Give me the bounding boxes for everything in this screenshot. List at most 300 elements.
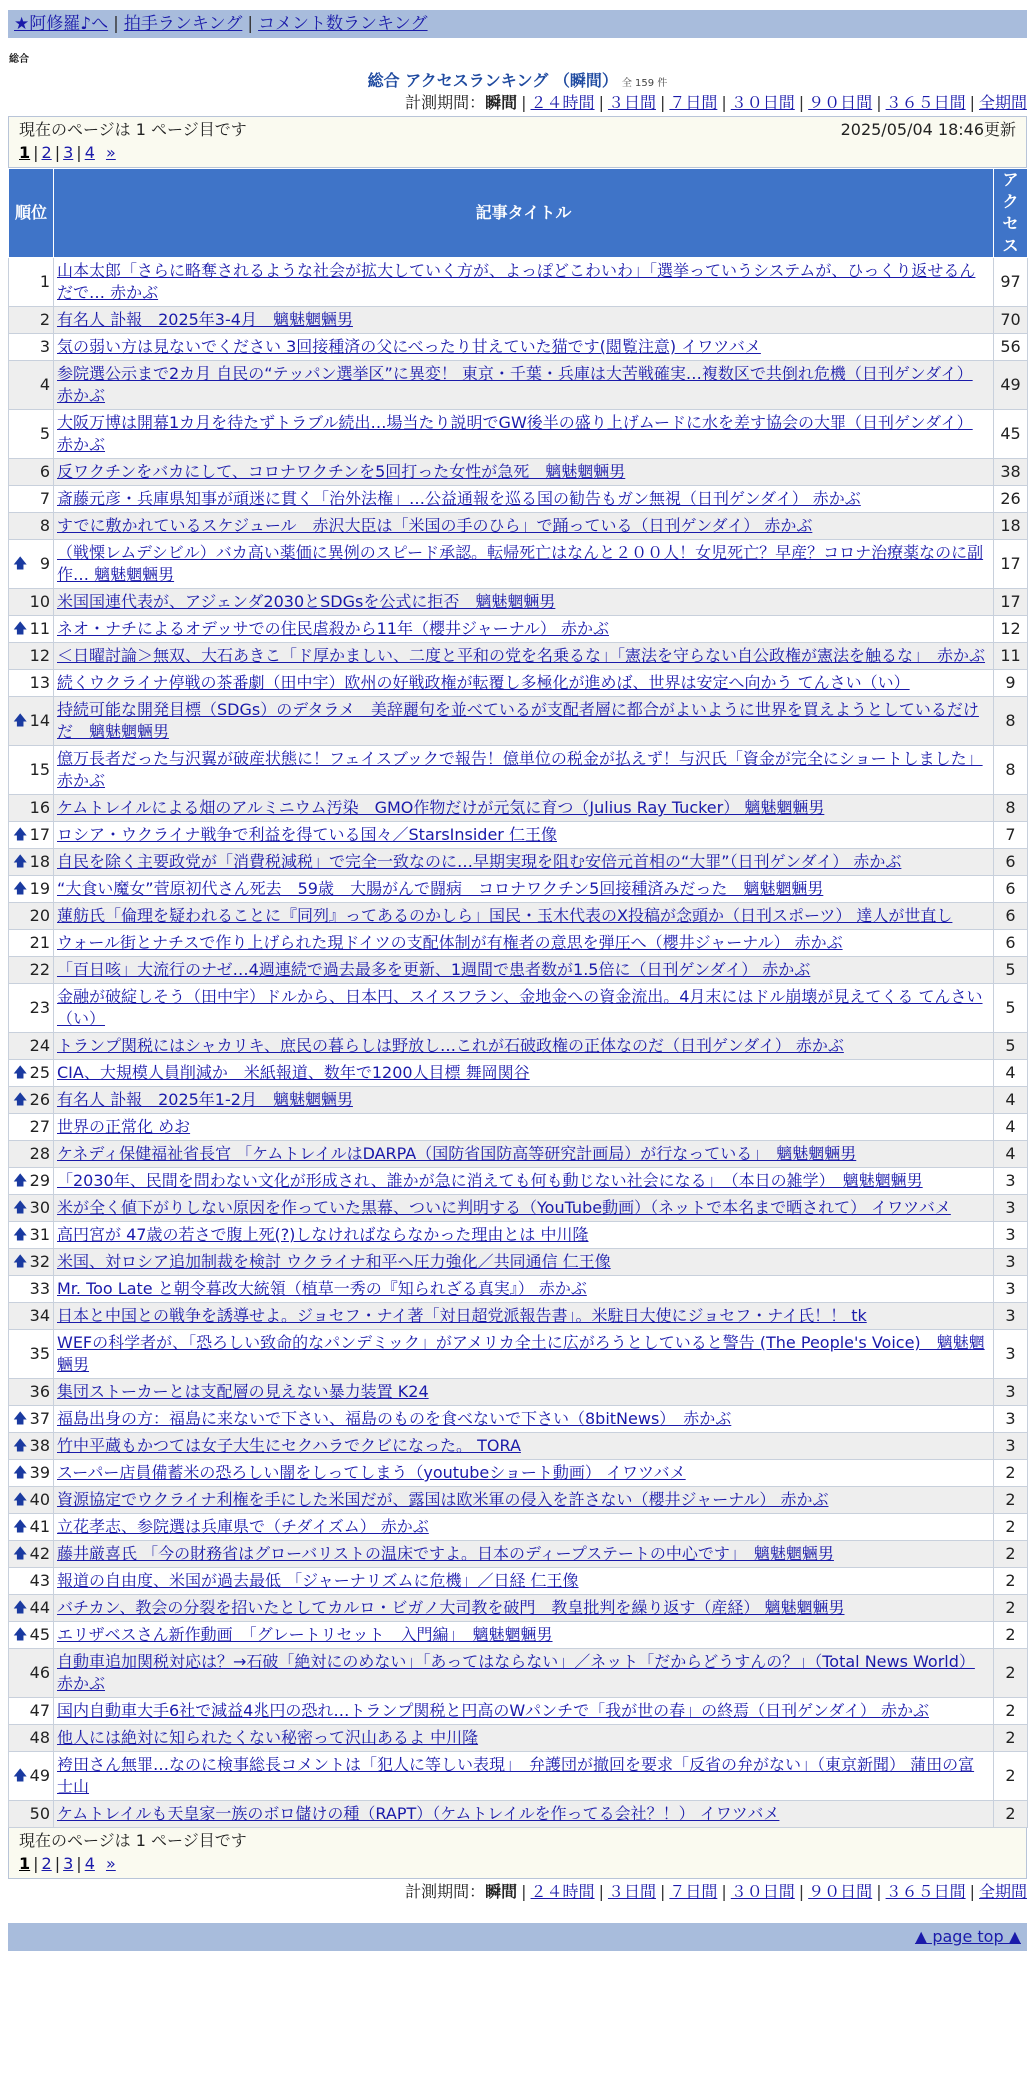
period-option-1[interactable]: ２４時間 bbox=[530, 93, 595, 112]
rank-number: 21 bbox=[29, 933, 50, 952]
rank-cell bbox=[9, 643, 54, 670]
rank-cell bbox=[9, 1541, 54, 1568]
page-status: 現在のページは 1 ページ目です bbox=[19, 120, 247, 139]
article-link[interactable]: 米国、対ロシア追加制裁を検討 ウクライナ和平へ圧力強化／共同通信 仁王像 bbox=[57, 1252, 611, 1271]
access-count: 6 bbox=[994, 876, 1028, 903]
table-row bbox=[9, 1087, 1028, 1114]
next-page-link[interactable]: » bbox=[105, 1854, 116, 1873]
total-count: 全 159 件 bbox=[621, 78, 668, 89]
rank-cell bbox=[9, 1622, 54, 1649]
arrow-up-icon: 🡅 bbox=[13, 1092, 28, 1108]
rank-cell bbox=[9, 486, 54, 513]
title-cell bbox=[54, 930, 994, 957]
title-cell bbox=[54, 903, 994, 930]
article-link[interactable]: 自民を除く主要政党が「消費税減税」で完全一致なのに…早期実現を阻む安倍元首相の“大罪”（日刊ゲンダイ） 赤かぶ bbox=[57, 852, 902, 871]
title-cell bbox=[54, 1060, 994, 1087]
rank-cell bbox=[9, 876, 54, 903]
arrow-up-icon: 🡅 bbox=[13, 1254, 28, 1270]
table-row bbox=[9, 410, 1028, 459]
rank-cell bbox=[9, 795, 54, 822]
article-link[interactable]: ＜日曜討論＞無双、大石あきこ「ド厚かましい、二度と平和の党を名乗るな」「憲法を守らない自公政権が憲法を触るな」 赤かぶ bbox=[57, 646, 986, 665]
table-row bbox=[9, 1303, 1028, 1330]
access-count: 3 bbox=[994, 1195, 1028, 1222]
period-option-5[interactable]: ９０日間 bbox=[808, 1882, 873, 1901]
title-cell bbox=[54, 876, 994, 903]
rank-cell bbox=[9, 1801, 54, 1828]
table-row bbox=[9, 540, 1028, 589]
article-link[interactable]: 国内自動車大手6社で減益4兆円の恐れ…トランプ関税と円高のWパンチで「我が世の春」の終焉（日刊ゲンダイ） 赤かぶ bbox=[57, 1701, 929, 1720]
table-row bbox=[9, 1752, 1028, 1801]
access-count: 6 bbox=[994, 930, 1028, 957]
article-link[interactable]: （戦慄レムデシビル）バカ高い薬価に異例のスピード承認。転帰死亡はなんと２００人！女児死亡？早産？コロナ治療薬なのに副作… 魑魅魍魎男 bbox=[57, 543, 984, 584]
period-option-4[interactable]: ３０日間 bbox=[730, 93, 795, 112]
table-row bbox=[9, 643, 1028, 670]
page-link-2[interactable]: 2 bbox=[41, 1854, 52, 1873]
rank-number: 6 bbox=[39, 462, 50, 481]
access-count: 8 bbox=[994, 795, 1028, 822]
access-count: 8 bbox=[994, 697, 1028, 746]
title-header: 記事タイトル bbox=[54, 169, 994, 258]
page-link-4[interactable]: 4 bbox=[84, 1854, 95, 1873]
rank-number: 43 bbox=[29, 1571, 50, 1590]
article-link[interactable]: 大阪万博は開幕1カ月を待たずトラブル続出…場当たり説明でGW後半の盛り上げムードに水を差す協会の大罪（日刊ゲンダイ） 赤かぶ bbox=[57, 413, 973, 454]
title-cell bbox=[54, 540, 994, 589]
period-option-4[interactable]: ３０日間 bbox=[730, 1882, 795, 1901]
period-separator: | bbox=[659, 93, 666, 112]
access-count: 2 bbox=[994, 1487, 1028, 1514]
table-row bbox=[9, 1330, 1028, 1379]
period-option-3[interactable]: ７日間 bbox=[669, 93, 718, 112]
arrow-up-icon: 🡅 bbox=[13, 1768, 28, 1784]
rank-cell bbox=[9, 589, 54, 616]
article-link[interactable]: 続くウクライナ停戦の茶番劇（田中宇）欧州の好戦政権が転覆し多極化が進めば、世界は安定へ向かう てんさい（い） bbox=[57, 673, 910, 692]
article-link[interactable]: スーパー店員備蓄米の恐ろしい闇をしってしまう（youtubeショート動画） イワツバメ bbox=[57, 1463, 686, 1482]
arrow-up-icon: 🡅 bbox=[13, 1411, 28, 1427]
rank-cell bbox=[9, 1752, 54, 1801]
table-row bbox=[9, 984, 1028, 1033]
ranking-title: 総合 アクセスランキング （瞬間） bbox=[367, 71, 618, 90]
page-separator: | bbox=[33, 143, 39, 162]
title-cell bbox=[54, 822, 994, 849]
ranking-table bbox=[8, 168, 1028, 1828]
article-link[interactable]: Mr. Too Late と朝令暮改大統領（植草一秀の『知られざる真実』） 赤かぶ bbox=[57, 1279, 587, 1298]
rank-cell bbox=[9, 1087, 54, 1114]
rank-number: 11 bbox=[29, 619, 50, 638]
arrow-up-icon: 🡅 bbox=[13, 881, 28, 897]
period-option-7[interactable]: 全期間 bbox=[978, 1882, 1027, 1901]
table-row bbox=[9, 1406, 1028, 1433]
article-link[interactable]: 袴田さん無罪…なのに検事総長コメントは「犯人に等しい表現」 弁護団が撤回を要求「反省の弁がない」（東京新聞） 蒲田の富士山 bbox=[57, 1755, 975, 1796]
table-row bbox=[9, 1433, 1028, 1460]
access-count: 2 bbox=[994, 1514, 1028, 1541]
article-link[interactable]: 反ワクチンをバカにして、コロナワクチンを5回打った女性が急死 魑魅魍魎男 bbox=[57, 462, 626, 481]
rank-cell bbox=[9, 903, 54, 930]
arrow-up-icon: 🡅 bbox=[13, 1465, 28, 1481]
arrow-up-icon: 🡅 bbox=[13, 1227, 28, 1243]
access-count: 4 bbox=[994, 1141, 1028, 1168]
period-option-5[interactable]: ９０日間 bbox=[808, 93, 873, 112]
rank-number: 29 bbox=[29, 1171, 50, 1190]
rank-number: 10 bbox=[29, 592, 50, 611]
title-cell bbox=[54, 334, 994, 361]
rank-number: 49 bbox=[29, 1766, 50, 1785]
page-link-4[interactable]: 4 bbox=[84, 143, 95, 162]
title-cell bbox=[54, 795, 994, 822]
access-count: 4 bbox=[994, 1060, 1028, 1087]
rank-number: 26 bbox=[29, 1090, 50, 1109]
period-option-2[interactable]: ３日間 bbox=[607, 1882, 656, 1901]
table-row bbox=[9, 589, 1028, 616]
rank-number: 46 bbox=[29, 1663, 50, 1682]
access-count: 12 bbox=[994, 616, 1028, 643]
table-row bbox=[9, 334, 1028, 361]
page-status: 現在のページは 1 ページ目です bbox=[19, 1831, 247, 1850]
rank-cell bbox=[9, 822, 54, 849]
article-link[interactable]: 持続可能な開発目標（SDGs）のデタラメ 美辞麗句を並べているが支配者層に都合がよいように世界を買えようとしているだけだ 魑魅魍魎男 bbox=[57, 700, 979, 741]
article-link[interactable]: 世界の正常化 めお bbox=[57, 1117, 191, 1136]
article-link[interactable]: 有名人 訃報 2025年1-2月 魑魅魍魎男 bbox=[57, 1090, 353, 1109]
period-option-1[interactable]: ２４時間 bbox=[530, 1882, 595, 1901]
table-row bbox=[9, 459, 1028, 486]
article-link[interactable]: ケムトレイルによる畑のアルミニウム汚染 GMO作物だけが元気に育つ（Julius Ray Tucker） 魑魅魍魎男 bbox=[57, 798, 825, 817]
title-cell bbox=[54, 1222, 994, 1249]
rank-cell bbox=[9, 1033, 54, 1060]
table-row bbox=[9, 1249, 1028, 1276]
access-count: 6 bbox=[994, 903, 1028, 930]
arrow-up-icon: 🡅 bbox=[13, 1438, 28, 1454]
article-link[interactable]: 「2030年、民間を問わない文化が形成され、誰かが急に消えても何も動じない社会になる」 （本日の雑学） 魑魅魍魎男 bbox=[57, 1171, 923, 1190]
access-count: 17 bbox=[994, 589, 1028, 616]
title-cell bbox=[54, 513, 994, 540]
rank-number: 42 bbox=[29, 1544, 50, 1563]
rank-cell bbox=[9, 1276, 54, 1303]
article-link[interactable]: 高円宮が 47歳の若さで腹上死(?)しなければならなかった理由とは 中川隆 bbox=[57, 1225, 589, 1244]
pager-top bbox=[8, 116, 1027, 168]
rank-number: 3 bbox=[39, 337, 50, 356]
page-link-3[interactable]: 3 bbox=[63, 143, 74, 162]
page-separator: | bbox=[76, 143, 82, 162]
rank-cell bbox=[9, 1698, 54, 1725]
access-count: 2 bbox=[994, 1541, 1028, 1568]
applause-ranking-link[interactable]: 拍手ランキング bbox=[123, 14, 243, 34]
article-link[interactable]: 「百日咳」大流行のナゼ…4週連続で過去最多を更新、1週間で患者数が1.5倍に（日刊ゲンダイ） 赤かぶ bbox=[57, 960, 811, 979]
article-link[interactable]: 米国国連代表が、アジェンダ2030とSDGsを公式に拒否 魑魅魍魎男 bbox=[57, 592, 556, 611]
nav-separator: | bbox=[113, 14, 119, 34]
access-count: 49 bbox=[994, 361, 1028, 410]
rank-number: 37 bbox=[29, 1409, 50, 1428]
title-cell bbox=[54, 1541, 994, 1568]
table-row bbox=[9, 361, 1028, 410]
page-separator: | bbox=[54, 143, 61, 162]
rank-number: 9 bbox=[39, 554, 50, 573]
access-count: 4 bbox=[994, 1114, 1028, 1141]
article-link[interactable]: 気の弱い方は見ないでください 3回接種済の父にべったり甘えていた猫です(閲覧注意) イワツバメ bbox=[57, 337, 761, 356]
article-link[interactable]: ロシア・ウクライナ戦争で利益を得ている国々／StarsInsider 仁王像 bbox=[57, 825, 557, 844]
period-selector-top bbox=[8, 92, 1027, 114]
pager-bottom bbox=[8, 1828, 1027, 1879]
title-cell bbox=[54, 1460, 994, 1487]
period-separator: | bbox=[721, 1882, 727, 1901]
period-option-2[interactable]: ３日間 bbox=[607, 93, 656, 112]
title-cell bbox=[54, 1622, 994, 1649]
rank-number: 22 bbox=[29, 960, 50, 979]
title-cell bbox=[54, 1249, 994, 1276]
access-count: 3 bbox=[994, 1222, 1028, 1249]
rank-cell bbox=[9, 513, 54, 540]
top-nav-bar bbox=[8, 10, 1027, 38]
access-count: 70 bbox=[994, 307, 1028, 334]
page-separator: | bbox=[76, 1854, 82, 1873]
page-separator bbox=[98, 143, 103, 162]
title-cell bbox=[54, 1752, 994, 1801]
next-page-link[interactable]: » bbox=[105, 143, 116, 162]
table-row bbox=[9, 513, 1028, 540]
access-count: 3 bbox=[994, 1303, 1028, 1330]
rank-number: 34 bbox=[29, 1306, 50, 1325]
access-count: 7 bbox=[994, 822, 1028, 849]
rank-cell bbox=[9, 307, 54, 334]
access-count: 2 bbox=[994, 1801, 1028, 1828]
title-cell bbox=[54, 1698, 994, 1725]
article-link[interactable]: 有名人 訃報 2025年3-4月 魑魅魍魎男 bbox=[57, 310, 353, 329]
article-link[interactable]: エリザベスさん新作動画 「グレートリセット 入門編」 魑魅魍魎男 bbox=[57, 1625, 553, 1644]
access-count: 97 bbox=[994, 258, 1028, 307]
access-count: 45 bbox=[994, 410, 1028, 459]
table-row bbox=[9, 1801, 1028, 1828]
title-cell bbox=[54, 1087, 994, 1114]
access-count: 2 bbox=[994, 1649, 1028, 1698]
rank-cell bbox=[9, 1487, 54, 1514]
rank-number: 1 bbox=[39, 272, 50, 291]
rank-cell bbox=[9, 334, 54, 361]
rank-number: 35 bbox=[29, 1344, 50, 1363]
access-count: 17 bbox=[994, 540, 1028, 589]
access-count: 2 bbox=[994, 1698, 1028, 1725]
rank-number: 50 bbox=[29, 1804, 50, 1823]
table-row bbox=[9, 746, 1028, 795]
period-separator: | bbox=[598, 1882, 604, 1901]
article-link[interactable]: 資源協定でウクライナ利権を手にした米国だが、露国は欧米軍の侵入を許さない（櫻井ジャーナル） 赤かぶ bbox=[57, 1490, 829, 1509]
arrow-up-icon: 🡅 bbox=[13, 827, 28, 843]
table-row bbox=[9, 1276, 1028, 1303]
rank-number: 8 bbox=[39, 516, 50, 535]
article-link[interactable]: “大食い魔女”菅原初代さん死去 59歳 大腸がんで闘病 コロナワクチン5回接種済みだった 魑魅魍魎男 bbox=[57, 879, 824, 898]
access-count: 18 bbox=[994, 513, 1028, 540]
article-link[interactable]: 集団ストーカーとは支配層の見えない暴力装置 K24 bbox=[57, 1382, 429, 1401]
arrow-up-icon: 🡅 bbox=[13, 1492, 28, 1508]
page-link-3[interactable]: 3 bbox=[63, 1854, 74, 1873]
article-link[interactable]: 日本と中国との戦争を誘導せよ。ジョセフ・ナイ著「対日超党派報告書」。米駐日大使にジョセフ・ナイ氏！！ tk bbox=[57, 1306, 867, 1325]
title-cell bbox=[54, 1168, 994, 1195]
rank-number: 48 bbox=[29, 1728, 50, 1747]
page-title bbox=[0, 68, 1035, 88]
rank-cell bbox=[9, 410, 54, 459]
article-link[interactable]: 他人には絶対に知られたくない秘密って沢山あるよ 中川隆 bbox=[57, 1728, 479, 1747]
article-link[interactable]: WEFの科学者が、「恐ろしい致命的なパンデミック」がアメリカ全土に広がろうとしていると警告 (The People's Voice) 魑魅魍魎男 bbox=[57, 1333, 985, 1374]
arrow-up-icon: 🡅 bbox=[13, 1546, 28, 1562]
access-count: 3 bbox=[994, 1168, 1028, 1195]
article-link[interactable]: 蓮舫氏「倫理を疑われることに『同列』ってあるのかしら」国民・玉木代表のX投稿が念頭か（日刊スポーツ） 達人が世直し bbox=[57, 906, 953, 925]
period-separator: | bbox=[876, 1882, 882, 1901]
rank-number: 20 bbox=[29, 906, 50, 925]
rank-number: 4 bbox=[39, 375, 50, 394]
rank-number: 32 bbox=[29, 1252, 50, 1271]
title-cell bbox=[54, 643, 994, 670]
title-cell bbox=[54, 1195, 994, 1222]
rank-number: 7 bbox=[39, 489, 50, 508]
rank-number: 18 bbox=[29, 852, 50, 871]
rank-number: 15 bbox=[29, 760, 50, 779]
title-cell bbox=[54, 589, 994, 616]
footer-bar bbox=[8, 1923, 1027, 1951]
article-link[interactable]: ウォール街とナチスで作り上げられた現ドイツの支配体制が有権者の意思を弾圧へ（櫻井ジャーナル） 赤かぶ bbox=[57, 933, 843, 952]
article-link[interactable]: ネオ・ナチによるオデッサでの住民虐殺から11年（櫻井ジャーナル） 赤かぶ bbox=[57, 619, 610, 638]
access-count: 8 bbox=[994, 746, 1028, 795]
rank-cell bbox=[9, 746, 54, 795]
page-link-2[interactable]: 2 bbox=[41, 143, 52, 162]
title-cell bbox=[54, 459, 994, 486]
page-separator: | bbox=[33, 1854, 39, 1873]
title-cell bbox=[54, 1649, 994, 1698]
rank-number: 33 bbox=[29, 1279, 50, 1298]
ranking-body bbox=[9, 258, 1028, 1828]
title-cell bbox=[54, 1514, 994, 1541]
access-count: 6 bbox=[994, 849, 1028, 876]
arrow-up-icon: 🡅 bbox=[13, 621, 28, 637]
table-row bbox=[9, 1568, 1028, 1595]
access-count: 2 bbox=[994, 1725, 1028, 1752]
article-link[interactable]: 立花孝志、参院選は兵庫県で（チダイズム） 赤かぶ bbox=[57, 1517, 429, 1536]
rank-cell bbox=[9, 984, 54, 1033]
rank-cell bbox=[9, 459, 54, 486]
article-link[interactable]: 米が全く値下がりしない原因を作っていた黒幕、ついに判明する（YouTube動画）（ネットで本名まで晒されて） イワツバメ bbox=[57, 1198, 951, 1217]
arrow-up-icon: 🡅 bbox=[13, 1627, 28, 1643]
table-row bbox=[9, 1487, 1028, 1514]
rank-cell bbox=[9, 849, 54, 876]
article-link[interactable]: 竹中平蔵もかつては女子大生にセクハラでクビになった。 TORA bbox=[57, 1436, 521, 1455]
title-cell bbox=[54, 1141, 994, 1168]
period-option-3[interactable]: ７日間 bbox=[669, 1882, 718, 1901]
rank-number: 23 bbox=[29, 998, 50, 1017]
current-page: 1 bbox=[19, 1854, 31, 1873]
title-cell bbox=[54, 1487, 994, 1514]
table-row bbox=[9, 1033, 1028, 1060]
page-separator: | bbox=[54, 1854, 61, 1873]
rank-number: 47 bbox=[29, 1701, 50, 1720]
access-count: 2 bbox=[994, 1568, 1028, 1595]
article-link[interactable]: 斎藤元彦・兵庫県知事が頑迷に貫く「治外法権」…公益通報を巡る国の勧告もガン無視（日刊ゲンダイ） 赤かぶ bbox=[57, 489, 861, 508]
arrow-up-icon: 🡅 bbox=[13, 854, 28, 870]
period-separator: | bbox=[721, 93, 727, 112]
title-cell bbox=[54, 1379, 994, 1406]
period-separator: | bbox=[598, 93, 604, 112]
access-count: 4 bbox=[994, 1087, 1028, 1114]
article-link[interactable]: 藤井厳喜氏 「今の財務省はグローバリストの温床ですよ。日本のディープステートの中心です」 魑魅魍魎男 bbox=[57, 1544, 834, 1563]
title-cell bbox=[54, 486, 994, 513]
access-count: 3 bbox=[994, 1276, 1028, 1303]
rank-cell bbox=[9, 1379, 54, 1406]
table-row bbox=[9, 1195, 1028, 1222]
title-cell bbox=[54, 1303, 994, 1330]
rank-cell bbox=[9, 1649, 54, 1698]
period-separator: | bbox=[969, 93, 975, 112]
table-row bbox=[9, 697, 1028, 746]
period-option-6[interactable]: ３６５日間 bbox=[885, 1882, 966, 1901]
table-row bbox=[9, 1649, 1028, 1698]
arrow-up-icon: 🡅 bbox=[13, 713, 28, 729]
access-count: 3 bbox=[994, 1379, 1028, 1406]
article-link[interactable]: バチカン、教会の分裂を招いたとしてカルロ・ビガノ大司教を破門 教皇批判を繰り返す（産経） 魑魅魍魎男 bbox=[57, 1598, 845, 1617]
rank-number: 44 bbox=[29, 1598, 50, 1617]
page-top-link[interactable]: ▲ page top ▲ bbox=[914, 1927, 1021, 1946]
article-link[interactable]: ケムトレイルも天皇家一族のボロ儲けの種（RAPT）（ケムトレイルを作ってる会社？！） イワツバメ bbox=[57, 1804, 780, 1823]
article-link[interactable]: トランプ関税にはシャカリキ、庶民の暮らしは野放し…これが石破政権の正体なのだ（日刊ゲンダイ） 赤かぶ bbox=[57, 1036, 844, 1055]
table-row bbox=[9, 1595, 1028, 1622]
title-cell bbox=[54, 258, 994, 307]
access-count: 3 bbox=[994, 1406, 1028, 1433]
title-cell bbox=[54, 1114, 994, 1141]
access-count: 56 bbox=[994, 334, 1028, 361]
rank-cell bbox=[9, 1514, 54, 1541]
article-link[interactable]: 自動車追加関税対応は？→石破「絶対にのめない」「あってはならない」／ネット「だからどうすんの？」（Total News World） 赤かぶ bbox=[57, 1652, 975, 1693]
article-link[interactable]: ケネディ保健福祉省長官 「ケムトレイルはDARPA（国防省国防高等研究計画局）が行なっている」 魑魅魍魎男 bbox=[57, 1144, 857, 1163]
rank-number: 30 bbox=[29, 1198, 50, 1217]
period-selector-bottom bbox=[8, 1881, 1027, 1903]
rank-cell bbox=[9, 1330, 54, 1379]
table-row bbox=[9, 1698, 1028, 1725]
article-link[interactable]: 報道の自由度、米国が過去最低 「ジャーナリズムに危機」／日経 仁王像 bbox=[57, 1571, 579, 1590]
rank-number: 36 bbox=[29, 1382, 50, 1401]
article-link[interactable]: 福島出身の方：福島に来ないで下さい、福島のものを食べないで下さい（8bitNews） 赤かぶ bbox=[57, 1409, 732, 1428]
period-option-7[interactable]: 全期間 bbox=[978, 93, 1027, 112]
article-link[interactable]: すでに敷かれているスケジュール 赤沢大臣は「米国の手のひら」で踊っている（日刊ゲンダイ） 赤かぶ bbox=[57, 516, 813, 535]
access-count: 5 bbox=[994, 957, 1028, 984]
article-link[interactable]: 山本太郎「さらに略奪されるような社会が拡大していく方が、よっぽどこわいわ」「選挙っていうシステムが、ひっくり返せるんだで… 赤かぶ bbox=[57, 261, 976, 302]
comment-ranking-link[interactable]: コメント数ランキング bbox=[258, 14, 428, 34]
title-cell bbox=[54, 1406, 994, 1433]
rank-number: 45 bbox=[29, 1625, 50, 1644]
article-link[interactable]: CIA、大規模人員削減か 米紙報道、数年で1200人目標 舞岡関谷 bbox=[57, 1063, 530, 1082]
table-row bbox=[9, 930, 1028, 957]
title-cell bbox=[54, 361, 994, 410]
period-separator: | bbox=[876, 93, 882, 112]
table-row bbox=[9, 1168, 1028, 1195]
article-link[interactable]: 金融が破綻しそう（田中宇）ドルから、日本円、スイスフラン、金地金への資金流出。4月末にはドル崩壊が見えてくる てんさい（い） bbox=[57, 987, 983, 1028]
rank-number: 19 bbox=[29, 879, 50, 898]
title-cell bbox=[54, 670, 994, 697]
article-link[interactable]: 億万長者だった与沢翼が破産状態に！フェイスブックで報告！億単位の税金が払えず！与沢氏「資金が完全にショートしました」 赤かぶ bbox=[57, 749, 983, 790]
access-count: 3 bbox=[994, 1249, 1028, 1276]
period-separator: | bbox=[659, 1882, 666, 1901]
rank-cell bbox=[9, 1168, 54, 1195]
home-link[interactable]: ★阿修羅♪へ bbox=[14, 14, 109, 34]
access-count: 2 bbox=[994, 1622, 1028, 1649]
access-count: 2 bbox=[994, 1460, 1028, 1487]
rank-cell bbox=[9, 616, 54, 643]
period-option-6[interactable]: ３６５日間 bbox=[885, 93, 966, 112]
rank-cell bbox=[9, 957, 54, 984]
rank-cell bbox=[9, 930, 54, 957]
table-row bbox=[9, 849, 1028, 876]
access-count: 2 bbox=[994, 1595, 1028, 1622]
count-header: アクセス bbox=[994, 169, 1028, 258]
rank-number: 16 bbox=[29, 798, 50, 817]
table-row bbox=[9, 903, 1028, 930]
table-row bbox=[9, 822, 1028, 849]
rank-number: 41 bbox=[29, 1517, 50, 1536]
table-row bbox=[9, 616, 1028, 643]
article-link[interactable]: 参院選公示まで2カ月 自民の“テッパン選挙区”に異変！ 東京・千葉・兵庫は大苦戦確実…複数区で共倒れ危機（日刊ゲンダイ） 赤かぶ bbox=[57, 364, 973, 405]
